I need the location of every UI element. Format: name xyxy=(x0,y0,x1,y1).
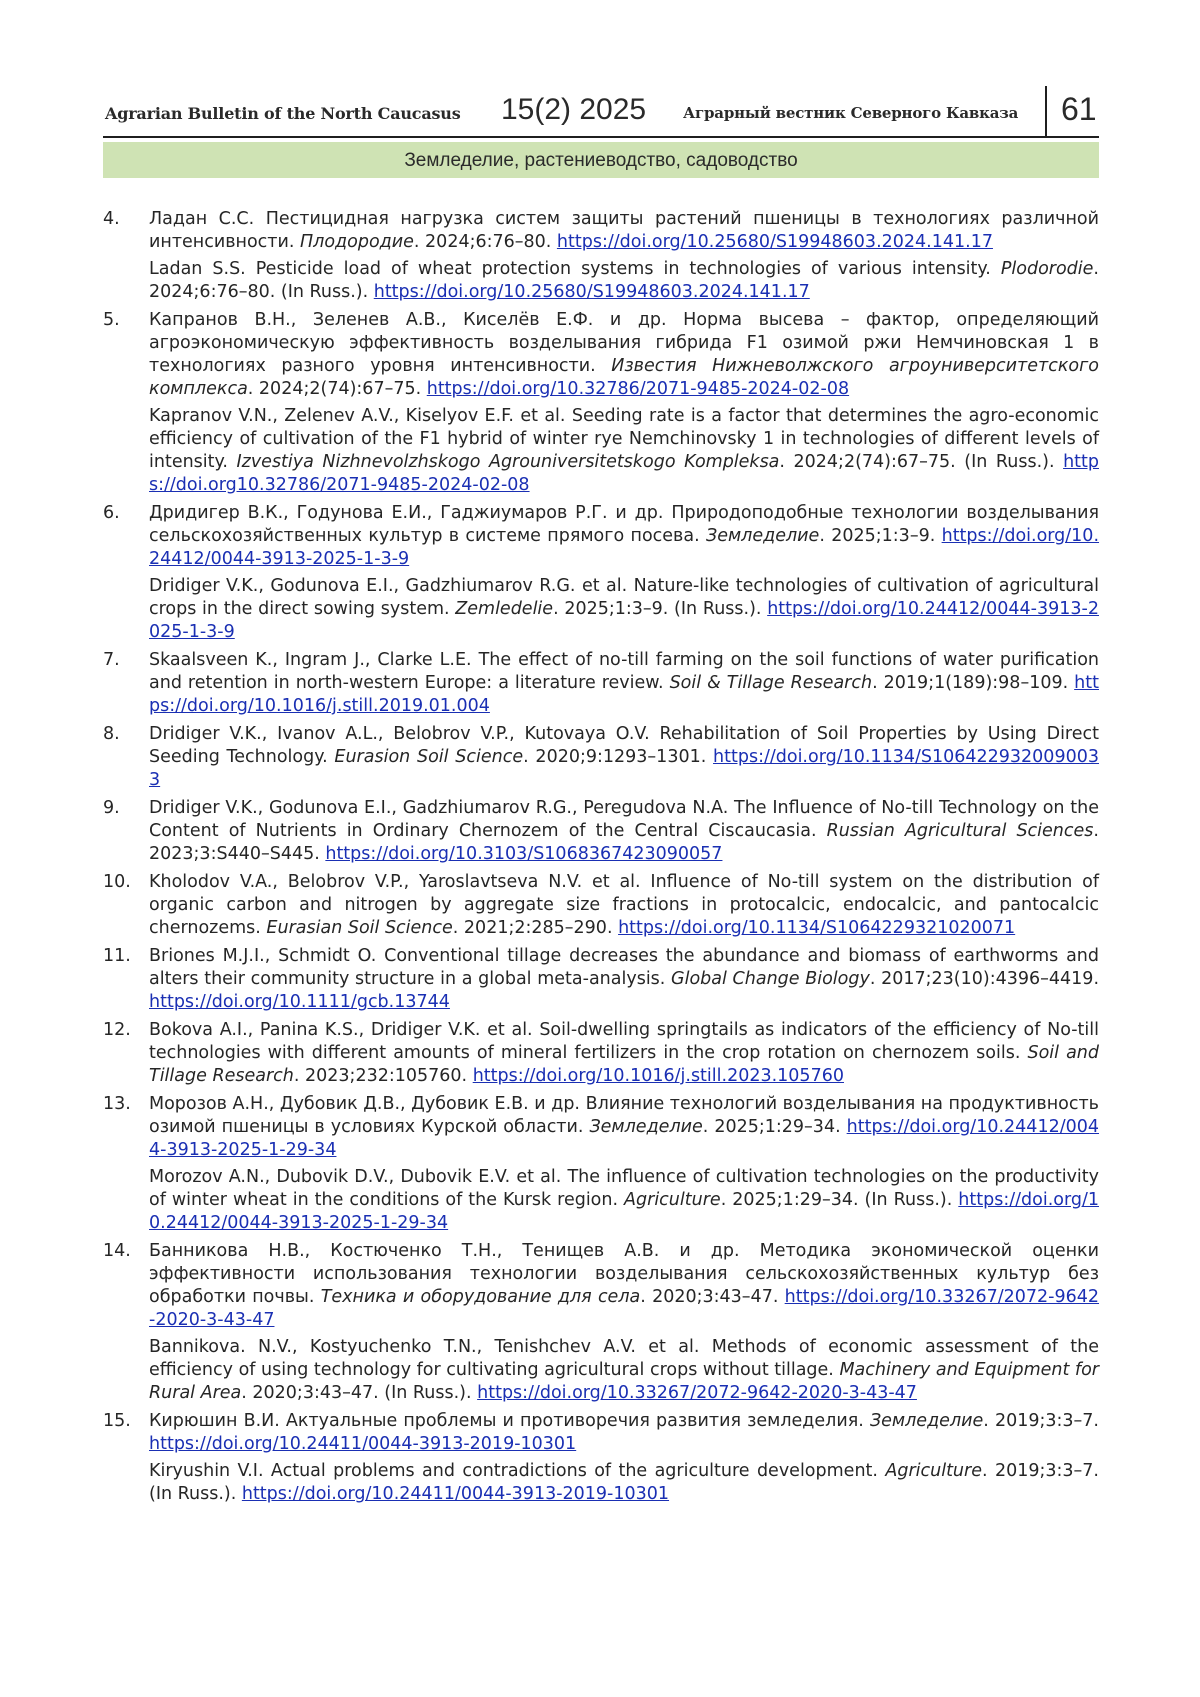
citation-details: . 2023;3:S440–S445. xyxy=(149,821,1099,864)
citation-details: . 2020;9:1293–1301. xyxy=(523,747,714,767)
doi-link[interactable]: https://doi.org/10.24412/0044-3913-2025-1-29-34 xyxy=(149,1117,1100,1160)
citation-authors-title: Dridiger V.K., Godunova E.I., Gadzhiumarov R.G. et al. Nature-like technologies of cultivation of agricultural crops in the direct sowing system. xyxy=(149,576,1099,619)
reference-item xyxy=(103,797,1099,866)
citation-journal: Soil & Tillage Research xyxy=(669,673,873,693)
citation-journal: Izvestiya Nizhnevolzhskogo Agrouniversitetskogo Kompleksa xyxy=(236,452,780,472)
reference-item xyxy=(103,208,1099,304)
reference-number: 11. xyxy=(103,946,131,966)
citation-journal: Plodorodie xyxy=(1000,259,1094,279)
reference-citation xyxy=(149,1410,1099,1456)
reference-item xyxy=(103,1093,1099,1235)
reference-item xyxy=(103,1240,1099,1405)
citation-details: . 2023;232:105760. xyxy=(293,1066,473,1086)
citation-journal: Техника и оборудование для села xyxy=(320,1287,641,1307)
citation-journal: Russian Agricultural Sciences xyxy=(826,821,1094,841)
citation-authors-title: Morozov A.N., Dubovik D.V., Dubovik E.V. et al. The influence of cultivation technologies on the productivity of winter wheat in the conditions of the Kursk region. xyxy=(149,1167,1099,1210)
doi-link[interactable]: https://doi.org/10.24412/0044-3913-2025-1-3-9 xyxy=(149,526,1100,569)
citation-authors-title: Кирюшин В.И. Актуальные проблемы и противоречия развития земледелия. xyxy=(149,1411,870,1431)
doi-link[interactable]: https://doi.org10.32786/2071-9485-2024-02-08 xyxy=(149,452,1099,495)
citation-journal: Soil and Tillage Research xyxy=(149,1043,1099,1086)
journal-title-en: Agrarian Bulletin of the North Caucasus xyxy=(105,104,461,123)
citation-authors-title: Briones M.J.I., Schmidt O. Conventional tillage decreases the abundance and biomass of earthworms and alters their community structure in a global meta-analysis. xyxy=(149,946,1099,989)
page-number: 61 xyxy=(1061,91,1097,127)
citation-journal: Agriculture xyxy=(624,1190,721,1210)
reference-citation xyxy=(149,723,1099,792)
citation-details: . 2019;3:3–7. xyxy=(983,1411,1099,1431)
reference-number: 8. xyxy=(103,724,120,744)
reference-number: 15. xyxy=(103,1411,131,1431)
reference-item xyxy=(103,871,1099,940)
doi-link[interactable]: https://doi.org/10.25680/S19948603.2024.141.17 xyxy=(373,282,810,302)
reference-citation-translation xyxy=(149,1460,1099,1506)
reference-item xyxy=(103,309,1099,497)
citation-journal: Zemledelie xyxy=(455,599,554,619)
doi-link[interactable]: https://doi.org/10.33267/2072-9642-2020-3-43-47 xyxy=(477,1383,917,1403)
reference-citation xyxy=(149,502,1099,571)
citation-authors-title: Банникова Н.В., Костюченко Т.Н., Тенищев А.В. и др. Методика экономической оценки эффективности использования технологии возделывания сельскохозяйственных культур без обработки почвы. xyxy=(149,1241,1099,1307)
journal-title-ru: Аграрный вестник Северного Кавказа xyxy=(683,104,1019,122)
citation-details: . 2025;1:29–34. (In Russ.). xyxy=(720,1190,959,1210)
reference-item xyxy=(103,1019,1099,1088)
citation-journal: Machinery and Equipment for Rural Area xyxy=(149,1360,1099,1403)
doi-link[interactable]: https://doi.org/10.24411/0044-3913-2019-10301 xyxy=(241,1484,670,1504)
reference-citation-translation xyxy=(149,1336,1099,1405)
citation-authors-title: Kiryushin V.I. Actual problems and contradictions of the agriculture development. xyxy=(149,1461,886,1481)
citation-authors-title: Dridiger V.K., Godunova E.I., Gadzhiumarov R.G., Peregudova N.A. The Influence of No-till Technology on the Content of Nutrients in Ordinary Chernozem of the Central Ciscaucasia. xyxy=(149,798,1099,841)
citation-details: . 2021;2:285–290. xyxy=(452,918,619,938)
citation-details: . 2017;23(10):4396–4419. xyxy=(869,969,1100,989)
reference-item xyxy=(103,502,1099,644)
citation-authors-title: Kapranov V.N., Zelenev A.V., Kiselyov E.F. et al. Seeding rate is a factor that determines the agro-economic efficiency of cultivation of the F1 hybrid of winter rye Nemchinovsky 1 in technologies of different levels of intensity. xyxy=(149,406,1099,472)
reference-citation-translation xyxy=(149,575,1099,644)
citation-journal: Eurasian Soil Science xyxy=(266,918,453,938)
reference-number: 9. xyxy=(103,798,120,818)
citation-authors-title: Dridiger V.K., Ivanov A.L., Belobrov V.P., Kutovaya O.V. Rehabilitation of Soil Properties by Using Direct Seeding Technology. xyxy=(149,724,1099,767)
doi-link[interactable]: https://doi.org/10.3103/S1068367423090057 xyxy=(325,844,723,864)
reference-number: 6. xyxy=(103,503,120,523)
doi-link[interactable]: https://doi.org/10.24412/0044-3913-2025-1-3-9 xyxy=(149,599,1099,642)
reference-citation-translation xyxy=(149,258,1099,304)
reference-citation-translation xyxy=(149,1166,1099,1235)
doi-link[interactable]: https://doi.org/10.24412/0044-3913-2025-1-29-34 xyxy=(149,1190,1099,1233)
citation-details: . 2019;1(189):98–109. xyxy=(872,673,1075,693)
citation-journal: Плодородие xyxy=(300,232,414,252)
reference-citation xyxy=(149,1240,1099,1332)
page-header xyxy=(103,88,1099,138)
reference-number: 12. xyxy=(103,1020,131,1040)
citation-details: . 2020;3:43–47. (In Russ.). xyxy=(241,1383,478,1403)
citation-journal: Global Change Biology xyxy=(671,969,870,989)
citation-journal: Земледелие xyxy=(869,1411,984,1431)
reference-list xyxy=(103,208,1099,1511)
citation-authors-title: Ладан С.С. Пестицидная нагрузка систем защиты растений пшеницы в технологиях различной интенсивности. xyxy=(149,209,1099,252)
citation-authors-title: Skaalsveen K., Ingram J., Clarke L.E. The effect of no-till farming on the soil functions of water purification and retention in north-western Europe: a literature review. xyxy=(149,650,1099,693)
citation-journal: Земледелие xyxy=(589,1117,703,1137)
reference-citation xyxy=(149,1093,1099,1162)
header-divider xyxy=(1045,86,1047,136)
section-title: Земледелие, растениеводство, садоводство xyxy=(404,150,798,171)
citation-journal: Agriculture xyxy=(885,1461,982,1481)
reference-item xyxy=(103,1410,1099,1506)
reference-number: 7. xyxy=(103,650,120,670)
reference-citation xyxy=(149,208,1099,254)
citation-journal: Известия Нижневолжского агроуниверситетского комплекса xyxy=(149,356,1099,399)
citation-details: . 2025;1:3–9. xyxy=(819,526,942,546)
citation-authors-title: Bokova A.I., Panina K.S., Dridiger V.K. et al. Soil-dwelling springtails as indicators of the efficiency of No-till technologies with different amounts of mineral fertilizers in the crop rotation on chernozem soils. xyxy=(149,1020,1099,1063)
reference-number: 14. xyxy=(103,1241,131,1261)
citation-details: . 2020;3:43–47. xyxy=(640,1287,785,1307)
citation-details: . 2025;1:29–34. xyxy=(702,1117,847,1137)
citation-authors-title: Морозов А.Н., Дубовик Д.В., Дубовик Е.В. и др. Влияние технологий возделывания на продуктивность озимой пшеницы в условиях Курской области. xyxy=(149,1094,1099,1137)
reference-number: 4. xyxy=(103,209,120,229)
reference-number: 10. xyxy=(103,872,131,892)
reference-citation xyxy=(149,649,1099,718)
citation-authors-title: Kholodov V.A., Belobrov V.P., Yaroslavtseva N.V. et al. Influence of No-till system on the distribution of organic carbon and nitrogen by aggregate size fractions in protocalcic, endocalcic, and pantocalcic chernozems. xyxy=(149,872,1099,938)
reference-citation xyxy=(149,797,1099,866)
citation-details: . 2024;2(74):67–75. xyxy=(247,379,427,399)
reference-number: 5. xyxy=(103,310,120,330)
citation-authors-title: Дридигер В.К., Годунова Е.И., Гаджиумаров Р.Г. и др. Природоподобные технологии возделывания сельскохозяйственных культур в системе прямого посева. xyxy=(149,503,1099,546)
doi-link[interactable]: https://doi.org/10.33267/2072-9642-2020-3-43-47 xyxy=(149,1287,1100,1330)
citation-details: . 2025;1:3–9. (In Russ.). xyxy=(553,599,768,619)
doi-link[interactable]: https://doi.org/10.1134/S1064229321020071 xyxy=(618,918,1016,938)
section-band xyxy=(103,142,1099,178)
citation-details: . 2024;6:76–80. (In Russ.). xyxy=(149,259,1099,302)
reference-item xyxy=(103,945,1099,1014)
reference-citation xyxy=(149,871,1099,940)
citation-authors-title: Капранов В.Н., Зеленев А.В., Киселёв Е.Ф. и др. Норма высева – фактор, определяющий агроэкономическую эффективность возделывания гибрида F1 озимой ржи Немчиновская 1 в технологиях разного уровня интенсивности. xyxy=(149,310,1099,376)
citation-details: . 2024;6:76–80. xyxy=(413,232,557,252)
reference-item xyxy=(103,649,1099,718)
reference-citation xyxy=(149,309,1099,401)
citation-journal: Eurasion Soil Science xyxy=(334,747,524,767)
doi-link[interactable]: https://doi.org/10.24411/0044-3913-2019-10301 xyxy=(149,1434,577,1454)
doi-link[interactable]: https://doi.org/10.25680/S19948603.2024.141.17 xyxy=(556,232,993,252)
issue-number: 15(2) 2025 xyxy=(501,93,647,126)
reference-number: 13. xyxy=(103,1094,131,1114)
doi-link[interactable]: https://doi.org/10.1111/gcb.13744 xyxy=(149,992,450,1012)
citation-details: . 2019;3:3–7. (In Russ.). xyxy=(149,1461,1099,1504)
doi-link[interactable]: https://doi.org/10.32786/2071-9485-2024-02-08 xyxy=(426,379,850,399)
reference-citation xyxy=(149,1019,1099,1088)
citation-authors-title: Bannikova. N.V., Kostyuchenko T.N., Tenishchev A.V. et al. Methods of economic assessment of the efficiency of using technology for cultivating agricultural crops without tillage. xyxy=(149,1337,1099,1380)
doi-link[interactable]: https://doi.org/10.1134/S1064229320090033 xyxy=(149,747,1099,790)
doi-link[interactable]: https://doi.org/10.1016/j.still.2019.01.004 xyxy=(149,673,1099,716)
citation-authors-title: Ladan S.S. Pesticide load of wheat protection systems in technologies of various intensity. xyxy=(149,259,1001,279)
reference-item xyxy=(103,723,1099,792)
citation-details: . 2024;2(74):67–75. (In Russ.). xyxy=(779,452,1064,472)
reference-citation-translation xyxy=(149,405,1099,497)
doi-link[interactable]: https://doi.org/10.1016/j.still.2023.105760 xyxy=(472,1066,844,1086)
reference-citation xyxy=(149,945,1099,1014)
citation-journal: Земледелие xyxy=(705,526,820,546)
